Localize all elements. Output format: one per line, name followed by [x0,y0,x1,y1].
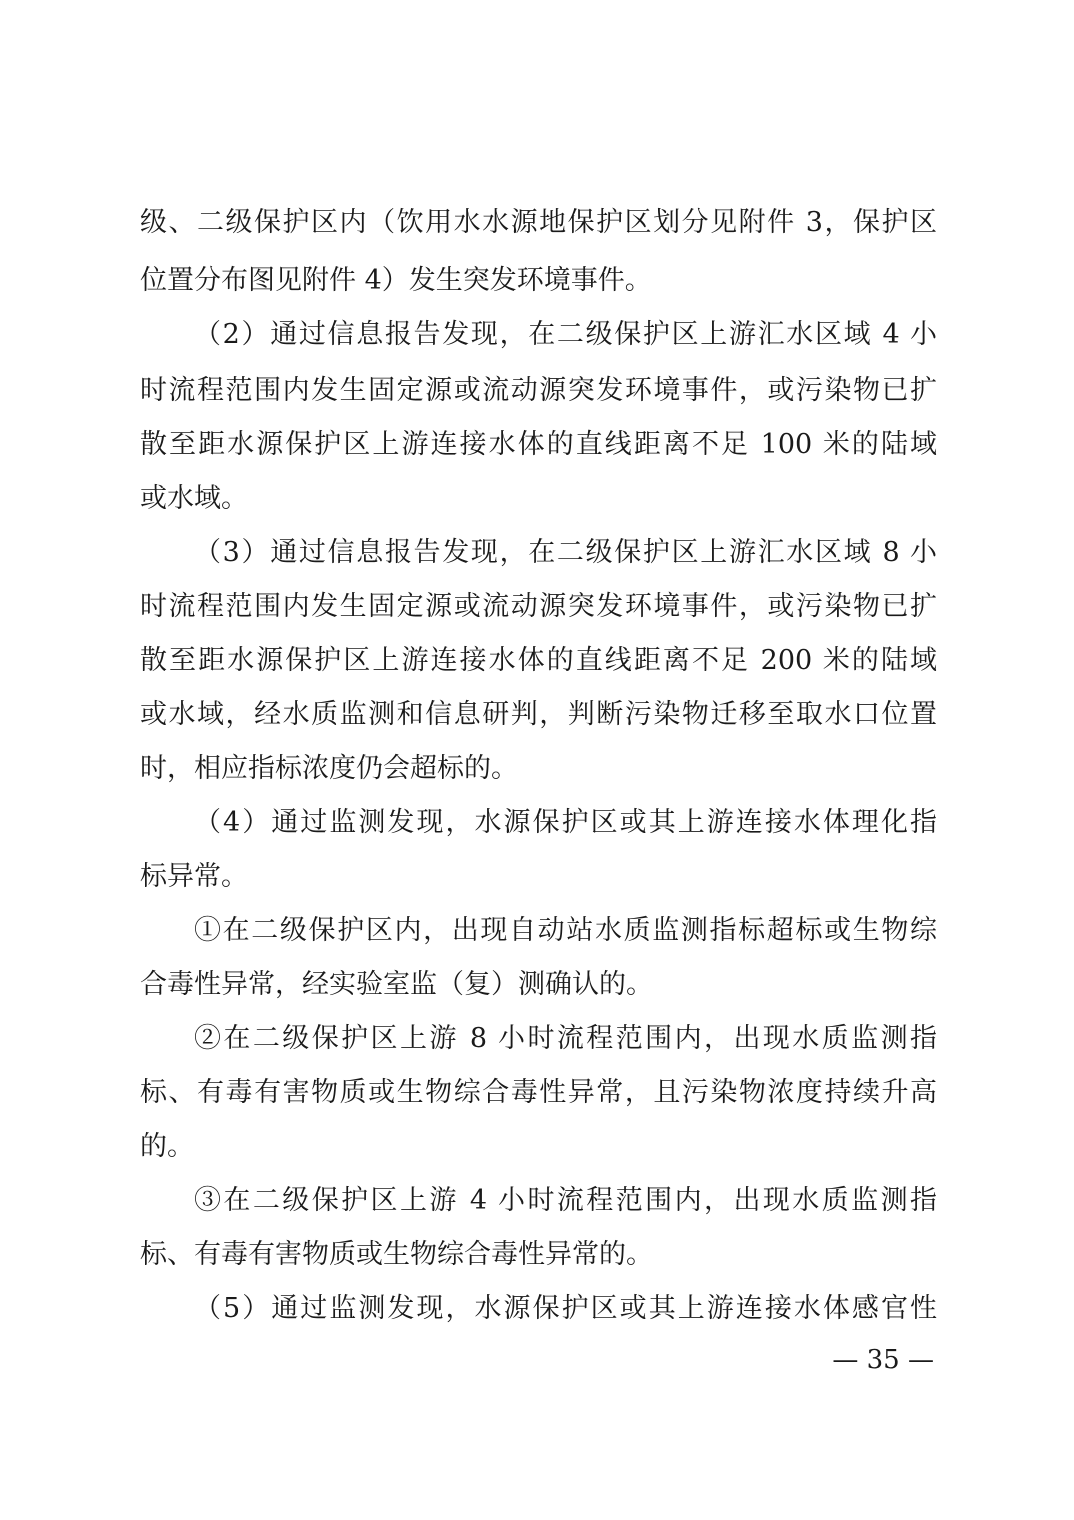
text-line: ③在二级保护区上游 4 小时流程范围内，出现水质监测指 [194,1185,937,1216]
text-line: 或水域。 [140,483,248,514]
text-line: 标异常。 [140,861,248,892]
text-line: 标、有毒有害物质或生物综合毒性异常，且污染物浓度持续升高 [140,1077,937,1108]
text-line: （2）通过信息报告发现，在二级保护区上游汇水区域 4 小 [194,319,937,350]
text-line: 散至距水源保护区上游连接水体的直线距离不足 100 米的陆域 [140,429,937,460]
text-line: 位置分布图见附件 4）发生突发环境事件。 [140,265,652,296]
text-line: 级、二级保护区内（饮用水水源地保护区划分见附件 3，保护区 [140,207,937,238]
text-line: 标、有毒有害物质或生物综合毒性异常的。 [140,1239,653,1270]
text-line: （3）通过信息报告发现，在二级保护区上游汇水区域 8 小 [194,537,937,568]
text-line: 或水域，经水质监测和信息研判，判断污染物迁移至取水口位置 [140,699,937,730]
text-line: ②在二级保护区上游 8 小时流程范围内，出现水质监测指 [194,1023,937,1054]
text-line: 散至距水源保护区上游连接水体的直线距离不足 200 米的陆域 [140,645,937,676]
text-line: 合毒性异常，经实验室监（复）测确认的。 [140,969,653,1000]
text-line: （5）通过监测发现，水源保护区或其上游连接水体感官性 [194,1293,937,1324]
text-line: 时流程范围内发生固定源或流动源突发环境事件，或污染物已扩 [140,591,937,622]
text-line: 时，相应指标浓度仍会超标的。 [140,753,518,784]
text-line: 时流程范围内发生固定源或流动源突发环境事件，或污染物已扩 [140,375,937,406]
text-line: 的。 [140,1131,194,1162]
page-number: — 35 — [832,1345,934,1375]
text-line: （4）通过监测发现，水源保护区或其上游连接水体理化指 [194,807,937,838]
text-line: ①在二级保护区内，出现自动站水质监测指标超标或生物综 [194,915,937,946]
